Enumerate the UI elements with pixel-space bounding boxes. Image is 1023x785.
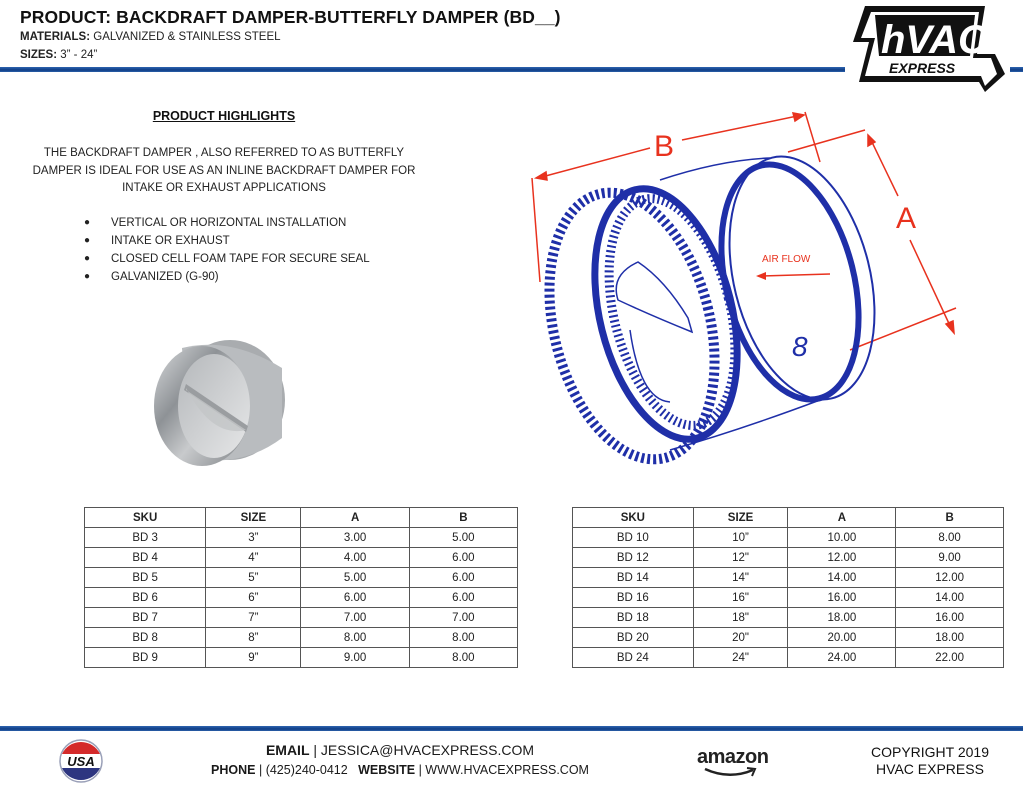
product-title: PRODUCT: BACKDRAFT DAMPER-BUTTERFLY DAMPER (BD__) <box>20 7 561 27</box>
col-size: SIZE <box>206 508 301 528</box>
feature-list <box>84 214 370 286</box>
dimension-diagram <box>520 100 980 470</box>
col-size: SIZE <box>693 508 788 528</box>
materials-line <box>20 31 281 43</box>
usa-badge-icon <box>58 738 104 784</box>
sizes-value: 3” - 24” <box>60 49 98 61</box>
highlights-heading: PRODUCT HIGHLIGHTS <box>152 109 296 123</box>
table-row: BD 7 7” 7.00 7.00 <box>85 608 518 628</box>
table-row: BD 8 8” 8.00 8.00 <box>85 628 518 648</box>
sizes-label: SIZES: <box>20 49 58 61</box>
col-sku: SKU <box>573 508 694 528</box>
amazon-smile-icon <box>701 766 761 780</box>
email-line: EMAIL | JESSICA@HVACEXPRESS.COM <box>265 742 535 758</box>
product-description: THE BACKDRAFT DAMPER , ALSO REFERRED TO AS BUTTERFLY DAMPER IS IDEAL FOR USE AS AN INLINE BACKDRAFT DAMPER FOR INTAKE OR EXHAUST APPLICATIONS <box>32 147 416 194</box>
col-b: B <box>896 508 1004 528</box>
col-sku: SKU <box>85 508 206 528</box>
svg-text:AIR FLOW: AIR FLOW <box>762 254 811 265</box>
table-row: BD 24 24" 24.00 22.00 <box>573 648 1004 668</box>
col-a: A <box>788 508 896 528</box>
amazon-logo: amazon <box>697 746 777 780</box>
copyright: COPYRIGHT 2019 HVAC EXPRESS <box>870 744 989 777</box>
spec-table-small <box>84 507 518 668</box>
feature-item: ● INTAKE OR EXHAUST <box>84 232 370 250</box>
phone-label: PHONE <box>211 763 256 777</box>
website-label: WEBSITE <box>358 763 416 777</box>
footer-divider <box>0 726 1023 731</box>
svg-text:EXPRESS: EXPRESS <box>889 60 956 76</box>
col-b: B <box>409 508 517 528</box>
table-row: BD 20 20" 20.00 18.00 <box>573 628 1004 648</box>
svg-text:B: B <box>654 130 675 163</box>
materials-value: GALVANIZED & STAINLESS STEEL <box>93 31 281 43</box>
product-photo <box>142 328 292 488</box>
spec-table-large <box>572 507 1004 668</box>
bullet-icon: ● <box>84 271 91 282</box>
phone-website-line: PHONE | (425)240-0412 WEBSITE | WWW.HVACEXPRESS.COM <box>211 763 589 777</box>
sizes-line <box>20 49 97 61</box>
svg-text:8: 8 <box>792 331 808 362</box>
feature-item: ● CLOSED CELL FOAM TAPE FOR SECURE SEAL <box>84 250 370 268</box>
table-row: BD 4 4” 4.00 6.00 <box>85 548 518 568</box>
table-header-row <box>573 508 1004 528</box>
table-row: BD 3 3” 3.00 5.00 <box>85 528 518 548</box>
feature-item: ● GALVANIZED (G-90) <box>84 268 370 286</box>
svg-text:A: A <box>896 202 917 235</box>
materials-label: MATERIALS: <box>20 31 91 43</box>
table-row: BD 16 16" 16.00 14.00 <box>573 588 1004 608</box>
col-a: A <box>301 508 409 528</box>
email-link[interactable]: JESSICA@HVACEXPRESS.COM <box>320 742 535 758</box>
table-header-row <box>85 508 518 528</box>
phone-value[interactable]: (425)240-0412 <box>265 763 348 777</box>
bullet-icon: ● <box>84 217 91 228</box>
hvac-express-logo <box>845 2 1010 94</box>
table-row: BD 10 10” 10.00 8.00 <box>573 528 1004 548</box>
table-row: BD 9 9” 9.00 8.00 <box>85 648 518 668</box>
feature-item: ● VERTICAL OR HORIZONTAL INSTALLATION <box>84 214 370 232</box>
svg-text:USA: USA <box>67 754 95 769</box>
bullet-icon: ● <box>84 235 91 246</box>
table-row: BD 14 14" 14.00 12.00 <box>573 568 1004 588</box>
website-link[interactable]: WWW.HVACEXPRESS.COM <box>425 763 589 777</box>
bullet-icon: ● <box>84 253 91 264</box>
table-row: BD 18 18" 18.00 16.00 <box>573 608 1004 628</box>
table-row: BD 12 12" 12.00 9.00 <box>573 548 1004 568</box>
table-row: BD 5 5” 5.00 6.00 <box>85 568 518 588</box>
email-label: EMAIL <box>265 742 310 758</box>
svg-text:hVAC: hVAC <box>881 18 987 62</box>
table-row: BD 6 6” 6.00 6.00 <box>85 588 518 608</box>
